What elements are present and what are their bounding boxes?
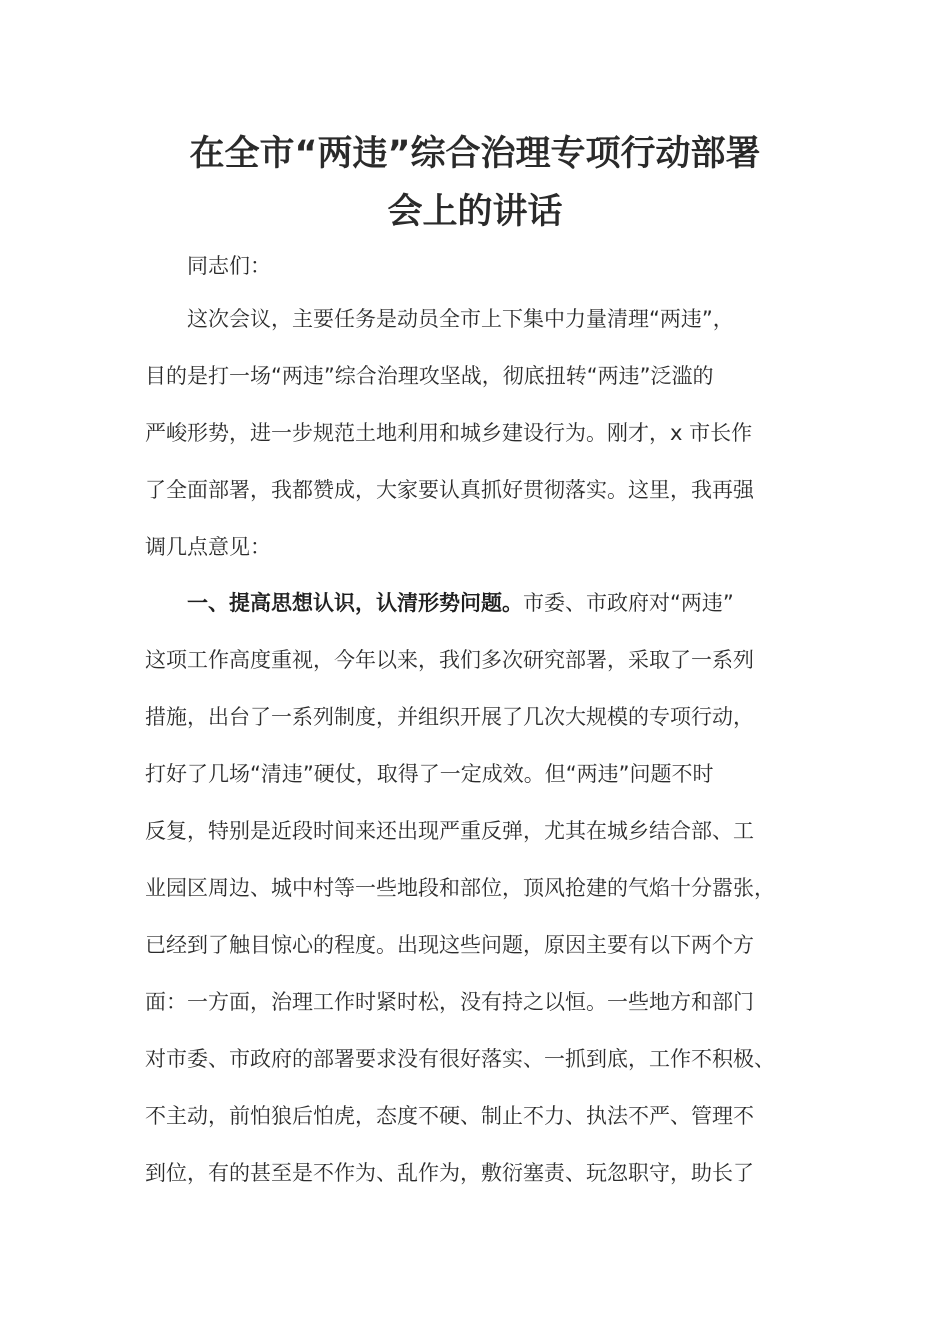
section-1-first-line: [187, 588, 815, 618]
paragraph-line: 对市委、市政府的部署要求没有很好落实、一抓到底，工作不积极、: [145, 1047, 775, 1071]
document-title-line-2: 会上的讲话: [387, 192, 563, 232]
paragraph-line: 不主动，前怕狼后怕虎，态度不硬、制止不力、执法不严、管理不: [145, 1104, 754, 1128]
paragraph-line: 到位，有的甚至是不作为、乱作为，敷衍塞责、玩忽职守，助长了: [145, 1161, 754, 1185]
salutation: 同志们：: [187, 254, 271, 278]
paragraph-line: 了全面部署，我都赞成，大家要认真抓好贯彻落实。这里，我再强: [145, 478, 754, 502]
section-1-first-line-text: 市委、市政府对“两违”: [523, 591, 734, 615]
paragraph-line: 严峻形势，进一步规范土地利用和城乡建设行为。刚才，x 市长作: [145, 421, 753, 445]
document-title-line-1: 在全市“两违”综合治理专项行动部署: [189, 134, 761, 174]
paragraph-line: 反复，特别是近段时间来还出现严重反弹，尤其在城乡结合部、工: [145, 819, 754, 843]
section-1-heading: 一、提高思想认识，认清形势问题。: [187, 591, 523, 615]
paragraph-line: 措施，出台了一系列制度，并组织开展了几次大规模的专项行动，: [145, 705, 754, 729]
paragraph-line: 打好了几场“清违”硬仗，取得了一定成效。但“两违”问题不时: [145, 762, 714, 786]
paragraph-line: 已经到了触目惊心的程度。出现这些问题，原因主要有以下两个方: [145, 933, 754, 957]
paragraph-line: 这次会议，主要任务是动员全市上下集中力量清理“两违”，: [187, 307, 734, 331]
paragraph-line: 面：一方面，治理工作时紧时松，没有持之以恒。一些地方和部门: [145, 990, 754, 1014]
paragraph-line: 业园区周边、城中村等一些地段和部位，顶风抢建的气焰十分嚣张，: [145, 876, 775, 900]
paragraph-line: 调几点意见：: [145, 535, 271, 559]
paragraph-line: 这项工作高度重视，今年以来，我们多次研究部署，采取了一系列: [145, 648, 754, 672]
paragraph-line: 目的是打一场“两违”综合治理攻坚战，彻底扭转“两违”泛滥的: [145, 364, 714, 388]
